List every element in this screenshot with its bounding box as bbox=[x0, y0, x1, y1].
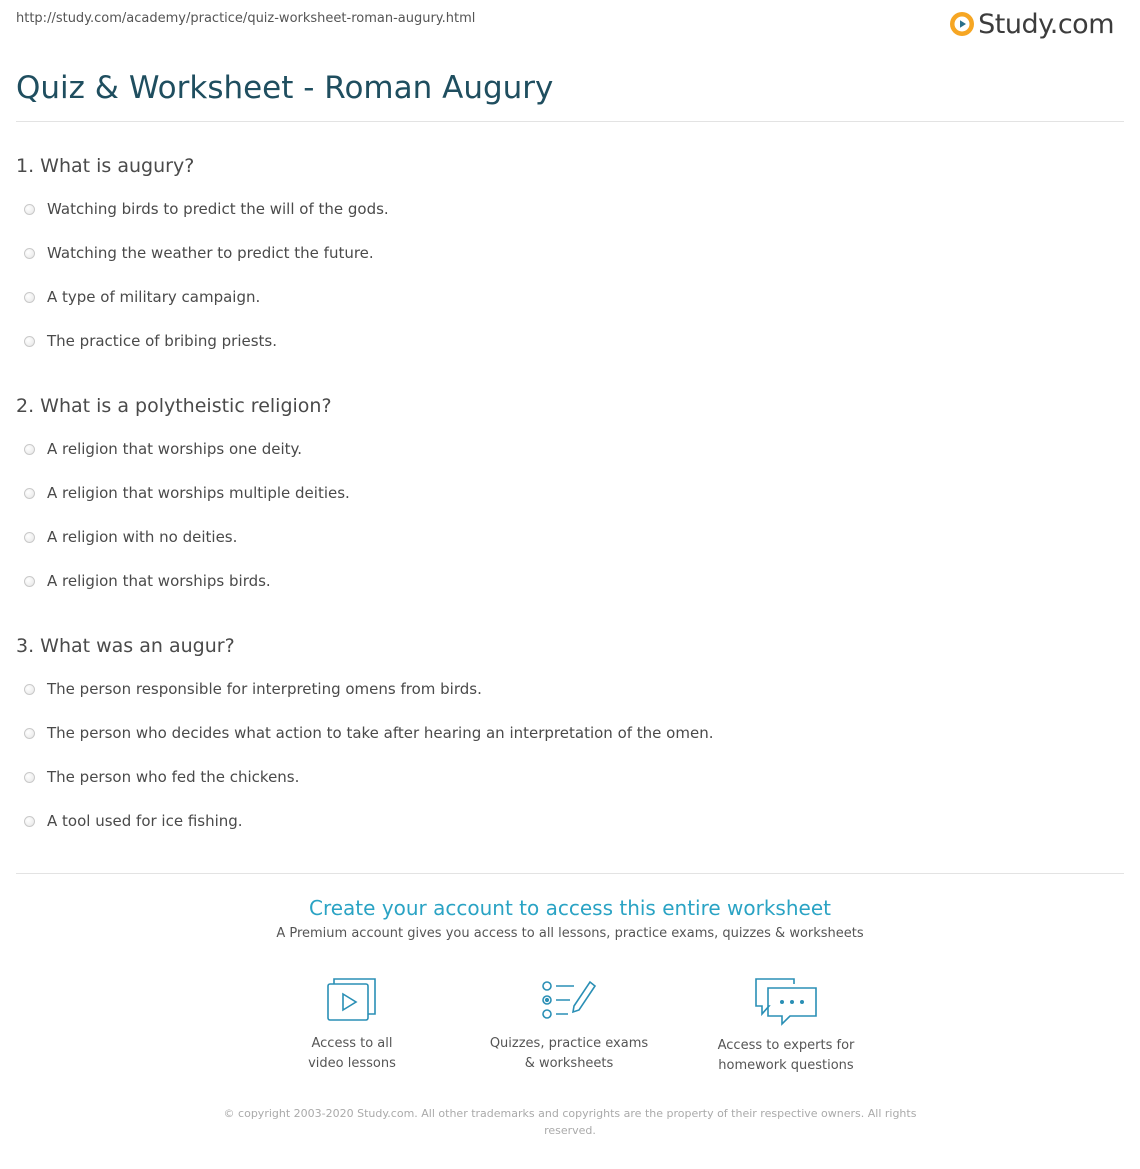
radio-button-icon[interactable] bbox=[24, 816, 35, 827]
answer-option[interactable] bbox=[24, 440, 302, 458]
answer-option[interactable] bbox=[24, 680, 482, 698]
radio-button-icon[interactable] bbox=[24, 204, 35, 215]
answer-option-label: A religion that worships birds. bbox=[47, 572, 271, 590]
radio-button-icon[interactable] bbox=[24, 444, 35, 455]
answer-option-label: A religion with no deities. bbox=[47, 528, 238, 546]
create-account-link[interactable]: Create your account to access this entire worksheet bbox=[309, 896, 831, 920]
answer-option-label: The person who decides what action to take after hearing an interpretation of the omen. bbox=[47, 724, 714, 742]
feature-line: & worksheets bbox=[524, 1056, 614, 1071]
radio-button-icon[interactable] bbox=[24, 728, 35, 739]
answer-option[interactable] bbox=[24, 484, 350, 502]
divider bbox=[16, 121, 1124, 122]
answer-option-label: The person who fed the chickens. bbox=[47, 768, 300, 786]
answer-option[interactable] bbox=[24, 768, 299, 786]
feature-line: video lessons bbox=[308, 1056, 396, 1071]
answer-option[interactable] bbox=[24, 528, 237, 546]
answer-option-label: Watching birds to predict the will of the gods. bbox=[47, 200, 389, 218]
feature-line: Quizzes, practice exams bbox=[489, 1036, 649, 1051]
radio-button-icon[interactable] bbox=[24, 684, 35, 695]
answer-option-label: A religion that worships one deity. bbox=[47, 440, 302, 458]
cta-subtitle: A Premium account gives you access to all lessons, practice exams, quizzes & worksheets bbox=[276, 926, 864, 941]
divider bbox=[16, 873, 1124, 874]
feature-line: Access to all bbox=[311, 1036, 393, 1051]
feature-video-lessons bbox=[252, 976, 452, 1074]
answer-option[interactable] bbox=[24, 572, 271, 590]
answer-option[interactable] bbox=[24, 200, 389, 218]
radio-button-icon[interactable] bbox=[24, 576, 35, 587]
page-title: Quiz & Worksheet - Roman Augury bbox=[16, 70, 554, 106]
radio-button-icon[interactable] bbox=[24, 336, 35, 347]
chat-bubbles-icon bbox=[754, 976, 818, 1026]
answer-option[interactable] bbox=[24, 332, 277, 350]
radio-button-icon[interactable] bbox=[24, 292, 35, 303]
radio-button-icon[interactable] bbox=[24, 532, 35, 543]
radio-button-icon[interactable] bbox=[24, 248, 35, 259]
logo-wordmark: Study.com bbox=[978, 8, 1114, 40]
answer-option-label: Watching the weather to predict the future. bbox=[47, 244, 374, 262]
answer-option[interactable] bbox=[24, 724, 713, 742]
feature-line: homework questions bbox=[718, 1058, 854, 1073]
quiz-checklist-icon bbox=[540, 976, 598, 1024]
video-lessons-icon bbox=[326, 976, 378, 1024]
play-logo-icon bbox=[949, 11, 975, 37]
answer-option[interactable] bbox=[24, 244, 374, 262]
question-title: 1. What is augury? bbox=[16, 155, 195, 177]
question-title: 3. What was an augur? bbox=[16, 635, 235, 657]
answer-option-label: A tool used for ice fishing. bbox=[47, 812, 243, 830]
answer-option[interactable] bbox=[24, 288, 260, 306]
radio-button-icon[interactable] bbox=[24, 488, 35, 499]
copyright-footer: © copyright 2003-2020 Study.com. All other trademarks and copyrights are the property of their respective owners. All rights reserved. bbox=[223, 1107, 917, 1137]
answer-option-label: The person responsible for interpreting omens from birds. bbox=[47, 680, 482, 698]
question-title: 2. What is a polytheistic religion? bbox=[16, 395, 332, 417]
answer-option-label: A type of military campaign. bbox=[47, 288, 261, 306]
answer-option-label: The practice of bribing priests. bbox=[47, 332, 278, 350]
answer-option[interactable] bbox=[24, 812, 243, 830]
feature-experts bbox=[686, 976, 886, 1076]
answer-option-label: A religion that worships multiple deities. bbox=[47, 484, 350, 502]
feature-quizzes bbox=[469, 976, 669, 1074]
page-url: http://study.com/academy/practice/quiz-worksheet-roman-augury.html bbox=[16, 11, 476, 26]
feature-line: Access to experts for bbox=[717, 1038, 855, 1053]
radio-button-icon[interactable] bbox=[24, 772, 35, 783]
study-logo[interactable] bbox=[949, 6, 1114, 42]
